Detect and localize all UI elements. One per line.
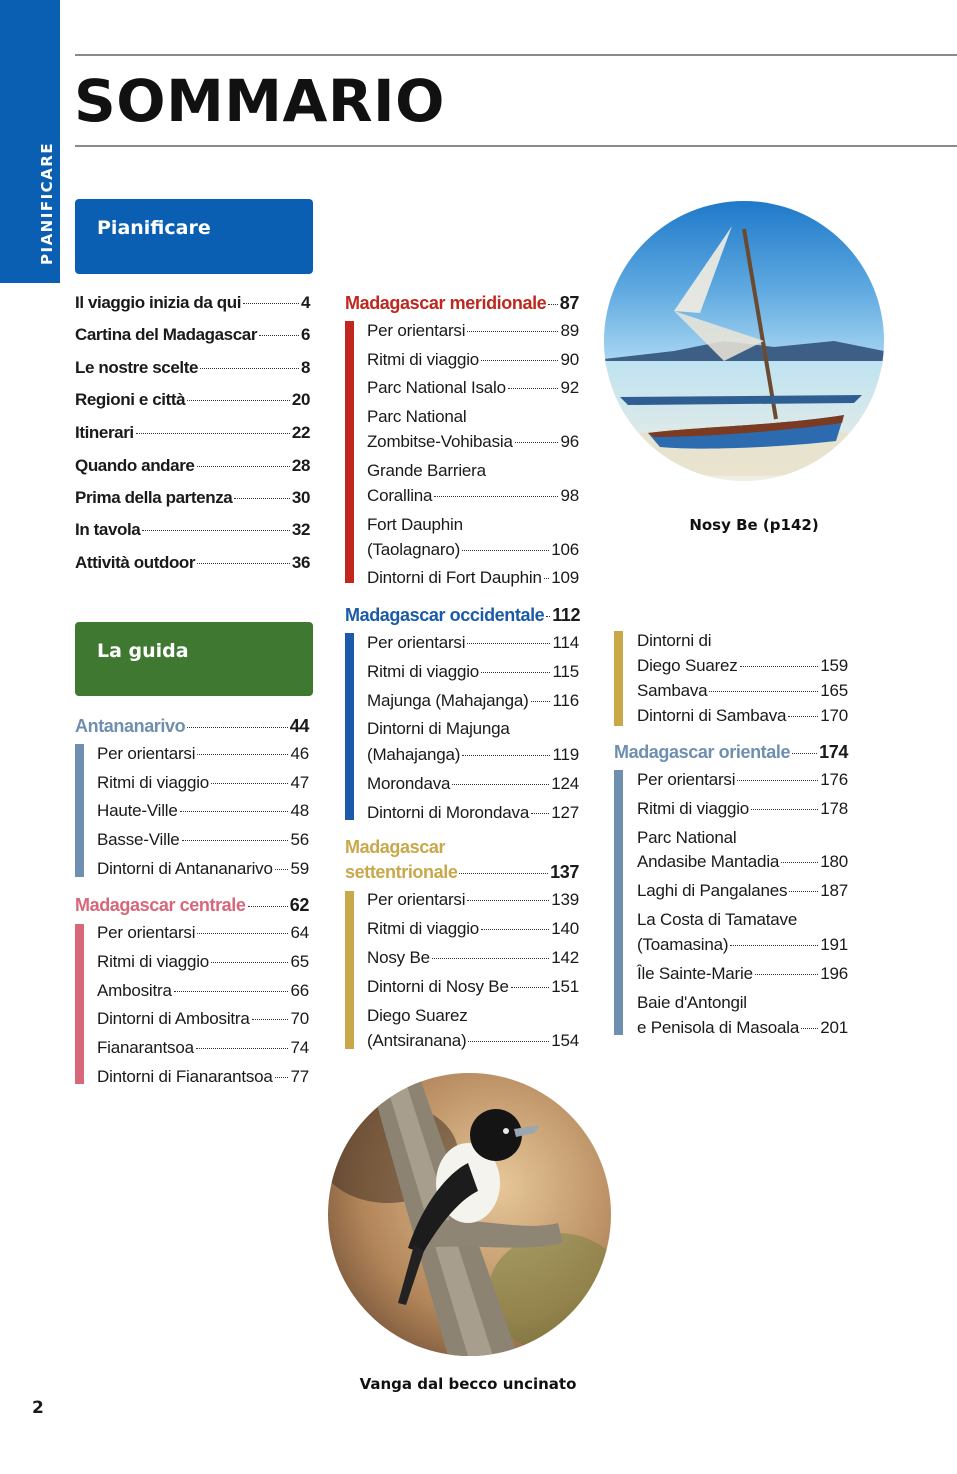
boat-image	[604, 201, 884, 481]
toc-entry-line: Parc National	[637, 828, 737, 847]
toc-entry[interactable]: Quando andare 28	[75, 456, 310, 475]
toc-entry[interactable]: Andasibe Mantadia 180	[637, 852, 848, 871]
toc-entry-line: Grande Barriera	[367, 461, 486, 480]
region-bar	[345, 891, 354, 1049]
region-bar	[75, 744, 84, 877]
toc-entry[interactable]: Attività outdoor 36	[75, 553, 310, 572]
toc-entry[interactable]: In tavola 32	[75, 520, 310, 539]
toc-entry[interactable]: Dintorni di Morondava 127	[367, 803, 579, 822]
toc-entry[interactable]: Per orientarsi 46	[97, 744, 309, 763]
toc-entry[interactable]: Ambositra 66	[97, 981, 309, 1000]
region-settentrionale[interactable]: settentrionale 137	[345, 862, 579, 882]
top-rule	[75, 54, 957, 56]
toc-entry[interactable]: Morondava 124	[367, 774, 579, 793]
toc-entry[interactable]: Ritmi di viaggio 178	[637, 799, 848, 818]
toc-entry[interactable]: Dintorni di Sambava 170	[637, 706, 848, 725]
toc-entry[interactable]: Regioni e città 20	[75, 390, 310, 409]
toc-entry-line: Baie d'Antongil	[637, 993, 747, 1012]
section-heading-la-guida: La guida	[75, 622, 313, 696]
toc-entry[interactable]: Per orientarsi 64	[97, 923, 309, 942]
toc-entry-line: Dintorni di	[637, 631, 712, 650]
title-rule	[75, 145, 957, 147]
toc-entry[interactable]: Le nostre scelte 8	[75, 358, 310, 377]
toc-entry[interactable]: Majunga (Mahajanga) 116	[367, 691, 579, 710]
toc-entry[interactable]: Il viaggio inizia da qui 4	[75, 293, 310, 312]
toc-entry[interactable]: Ritmi di viaggio 140	[367, 919, 579, 938]
toc-entry[interactable]: Ritmi di viaggio 47	[97, 773, 309, 792]
toc-entry[interactable]: Zombitse-Vohibasia 96	[367, 432, 579, 451]
section-heading-pianificare: Pianificare	[75, 199, 313, 274]
toc-entry[interactable]: Diego Suarez 159	[637, 656, 848, 675]
toc-entry[interactable]: Corallina 98	[367, 486, 579, 505]
toc-entry[interactable]: e Penisola di Masoala 201	[637, 1018, 848, 1037]
toc-entry[interactable]: Haute-Ville 48	[97, 801, 309, 820]
toc-entry[interactable]: Laghi di Pangalanes 187	[637, 881, 848, 900]
photo-caption-vanga: Vanga dal becco uncinato	[359, 1375, 577, 1393]
toc-entry[interactable]: Prima della partenza 30	[75, 488, 310, 507]
region-bar	[614, 631, 623, 726]
toc-entry[interactable]: Dintorni di Nosy Be 151	[367, 977, 579, 996]
bird-image	[328, 1073, 611, 1356]
region-bar	[75, 924, 84, 1084]
toc-entry-line: Fort Dauphin	[367, 515, 463, 534]
toc-entry[interactable]: Ritmi di viaggio 115	[367, 662, 579, 681]
toc-entry-line: La Costa di Tamatave	[637, 910, 798, 929]
toc-entry[interactable]: Dintorni di Fort Dauphin 109	[367, 568, 579, 587]
toc-entry[interactable]: Itinerari 22	[75, 423, 310, 442]
region-bar	[345, 633, 354, 820]
toc-entry[interactable]: (Toamasina) 191	[637, 935, 848, 954]
region-bar	[614, 770, 623, 1035]
toc-entry-line: Parc National	[367, 407, 467, 426]
region-settentrionale-line: Madagascar	[345, 837, 446, 857]
toc-entry-line: Dintorni di Majunga	[367, 719, 510, 738]
side-tab-label: PIANIFICARE	[38, 141, 56, 265]
toc-entry[interactable]: Per orientarsi 114	[367, 633, 579, 652]
toc-entry[interactable]: Basse-Ville 56	[97, 830, 309, 849]
toc-entry[interactable]: Per orientarsi 176	[637, 770, 848, 789]
region-meridionale[interactable]: Madagascar meridionale 87	[345, 293, 579, 313]
toc-entry[interactable]: Dintorni di Fianarantsoa 77	[97, 1067, 309, 1086]
page-title: SOMMARIO	[74, 67, 445, 135]
region-orientale[interactable]: Madagascar orientale 174	[614, 742, 848, 762]
toc-entry[interactable]: Per orientarsi 139	[367, 890, 579, 909]
toc-entry[interactable]: Sambava 165	[637, 681, 848, 700]
region-antananarivo[interactable]: Antananarivo 44	[75, 716, 309, 736]
toc-entry[interactable]: Nosy Be 142	[367, 948, 579, 967]
toc-entry[interactable]: (Mahajanga) 119	[367, 745, 579, 764]
toc-entry[interactable]: Ritmi di viaggio 65	[97, 952, 309, 971]
toc-entry[interactable]: (Antsiranana) 154	[367, 1031, 579, 1050]
toc-entry[interactable]: (Taolagnaro) 106	[367, 540, 579, 559]
toc-entry[interactable]: Ritmi di viaggio 90	[367, 350, 579, 369]
region-occidentale[interactable]: Madagascar occidentale 112	[345, 605, 581, 625]
photo-caption-nosy-be: Nosy Be (p142)	[689, 516, 819, 534]
toc-entry[interactable]: Dintorni di Ambositra 70	[97, 1009, 309, 1028]
toc-entry[interactable]: Parc National Isalo 92	[367, 378, 579, 397]
page-number: 2	[32, 1398, 44, 1418]
nosy-be-photo	[604, 201, 884, 481]
region-centrale[interactable]: Madagascar centrale 62	[75, 895, 309, 915]
vanga-photo	[328, 1073, 611, 1356]
toc-entry-line: Diego Suarez	[367, 1006, 468, 1025]
toc-entry[interactable]: Dintorni di Antananarivo 59	[97, 859, 309, 878]
toc-entry[interactable]: Fianarantsoa 74	[97, 1038, 309, 1057]
toc-entry[interactable]: Per orientarsi 89	[367, 321, 579, 340]
region-bar	[345, 321, 354, 583]
toc-entry[interactable]: Île Sainte-Marie 196	[637, 964, 848, 983]
toc-entry[interactable]: Cartina del Madagascar 6	[75, 325, 310, 344]
